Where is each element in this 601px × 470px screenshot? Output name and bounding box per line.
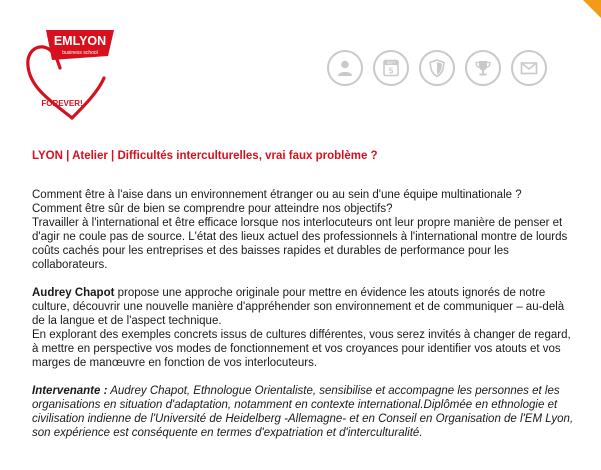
article-body: [32, 188, 580, 454]
calendar-month: SEPT: [386, 61, 396, 66]
approach-text-1: propose une approche originale pour mettre en évidence les atouts ignorés de notre culture, découvrir une nouvelle manière d'appréhender son environnement et de communiquer – au-delà de la langue et de l'aspect technique.: [32, 287, 565, 327]
trophy-icon: [473, 58, 493, 78]
logo-subtitle-text: business school: [62, 50, 98, 56]
heart-logo-icon: [22, 26, 118, 122]
calendar-icon-button[interactable]: [373, 50, 409, 86]
approach-paragraph: [32, 286, 580, 370]
envelope-icon: [519, 58, 539, 78]
corner-fold-decoration: [583, 0, 601, 18]
intro-line-1: Comment être à l'aise dans un environnement étranger ou au sein d'une équipe multinationale ?: [32, 189, 522, 201]
envelope-icon-button[interactable]: [511, 50, 547, 86]
calendar-icon: [381, 58, 401, 78]
shield-icon-button[interactable]: [419, 50, 455, 86]
calendar-day: 5: [388, 66, 394, 76]
trophy-icon-button[interactable]: [465, 50, 501, 86]
emlyon-forever-logo[interactable]: [22, 26, 118, 122]
user-icon-button[interactable]: [327, 50, 363, 86]
intro-line-3: Travailler à l'international et être efficace lorsque nos interlocuteurs ont leur propre manière de penser et d'agir ne coule pas de source. L'état des lieux actuel des professionnels à l'international montre de lourds coûts cachés pour les entreprises et des baisses rapides et durables de performance pour les collaborateurs.: [32, 217, 568, 271]
page-title: LYON | Atelier | Difficultés interculturelles, vrai faux problème ?: [32, 150, 378, 162]
speaker-bio-paragraph: [32, 384, 580, 440]
intro-paragraph: [32, 188, 580, 272]
speaker-bio-text: Audrey Chapot, Ethnologue Orientaliste, sensibilise et accompagne les personnes et les organisations en situation d'adaptation, notamment en contexte international.Diplômée en ethnologie et civilisation indienne de l'Université de Heidelberg -Allemagne- et en Conseil en Organisation de l'EM Lyon, son expérience est conséquente en termes d'expatriation et d'interculturalité.: [32, 385, 574, 439]
logo-brand-text: EMLYON: [53, 34, 107, 48]
user-icon: [335, 58, 355, 78]
speaker-name: Audrey Chapot: [32, 287, 115, 299]
approach-text-2: En explorant des exemples concrets issus de cultures différentes, vous serez invités à changer de regard, à mettre en perspective vos modes de fonctionnement et vos croyances pour identifier vos atouts et vos marges de manœuvre en fonction de vos interlocuteurs.: [32, 329, 571, 369]
nav-icons: [327, 50, 547, 86]
speaker-label: Intervenante :: [32, 385, 108, 397]
intro-line-2: Comment être sûr de bien se comprendre pour atteindre nos objectifs?: [32, 203, 393, 215]
shield-icon: [427, 58, 447, 78]
logo-slogan-text: FOREVER!: [41, 99, 83, 108]
